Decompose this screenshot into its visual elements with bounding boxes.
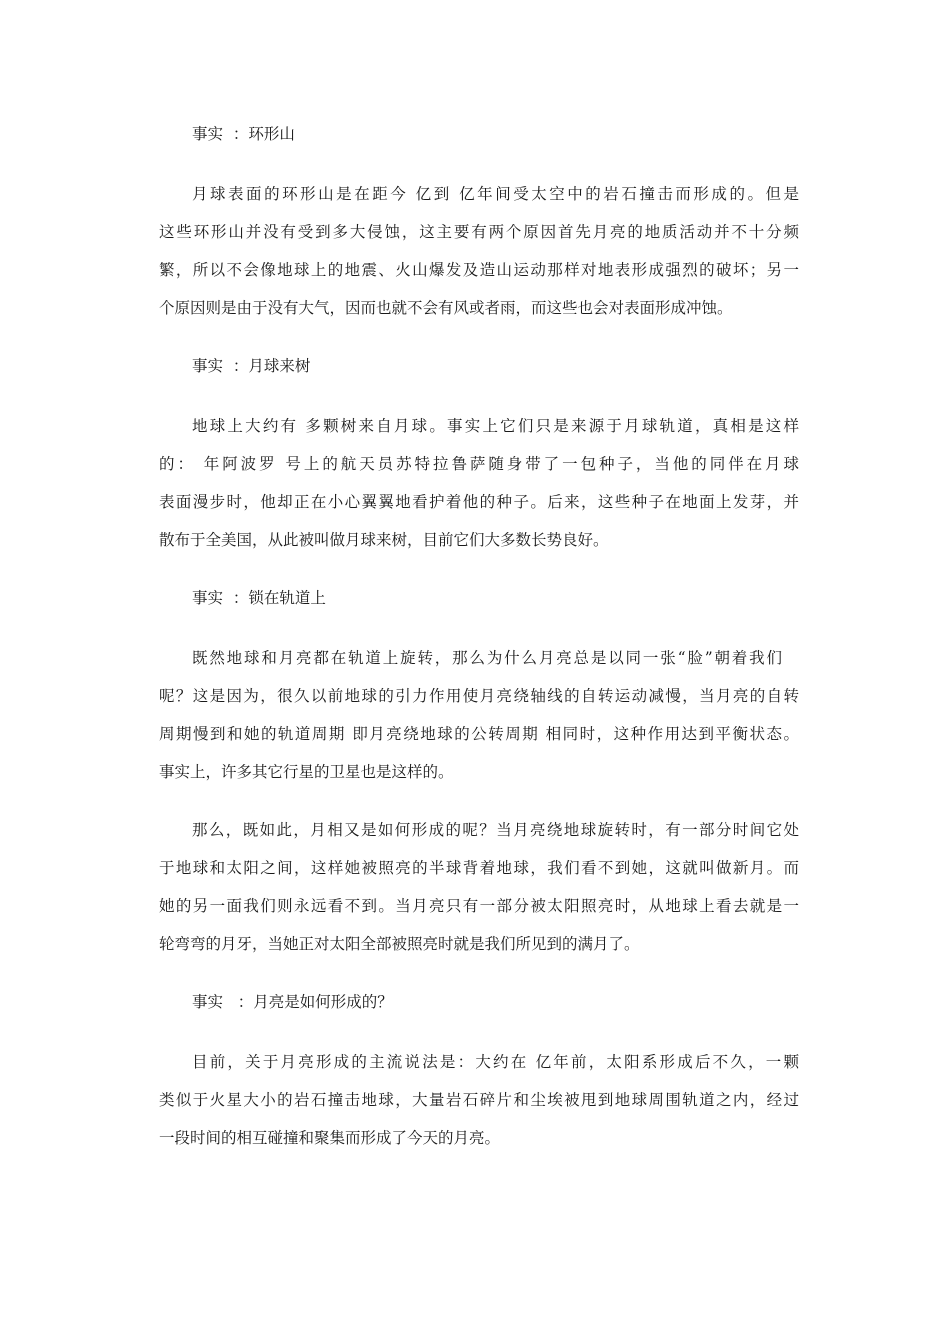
paragraph-line: 这些环形山并没有受到多大侵蚀，这主要有两个原因首先月亮的地质活动并不十分频 — [159, 223, 799, 241]
paragraph-line: 那么，既如此，月相又是如何形成的呢？当月亮绕地球旋转时，有一部分时间它处 — [192, 821, 799, 839]
paragraph-line: 目前，关于月亮形成的主流说法是：大约在 亿年前，太阳系形成后不久，一颗 — [192, 1053, 799, 1071]
paragraph-line: 月球表面的环形山是在距今 亿到 亿年间受太空中的岩石撞击而形成的。但是 — [192, 185, 799, 203]
paragraph-line: 繁，所以不会像地球上的地震、火山爆发及造山运动那样对地表形成强烈的破坏；另一 — [159, 261, 799, 279]
paragraph-line: 她的另一面我们则永远看不到。当月亮只有一部分被太阳照亮时，从地球上看去就是一 — [159, 897, 799, 915]
paragraph-line: 一段时间的相互碰撞和聚集而形成了今天的月亮。 — [159, 1129, 501, 1147]
paragraph-line: 于地球和太阳之间，这样她被照亮的半球背着地球，我们看不到她，这就叫做新月。而 — [159, 859, 799, 877]
paragraph-line: 类似于火星大小的岩石撞击地球，大量岩石碎片和尘埃被甩到地球周围轨道之内，经过 — [159, 1091, 799, 1109]
section-heading-moon-formation: 事实 ：月亮是如何形成的？ — [192, 993, 393, 1011]
paragraph-line: 的： 年阿波罗 号上的航天员苏特拉鲁萨随身带了一包种子，当他的同伴在月球 — [159, 455, 799, 473]
paragraph-line: 既然地球和月亮都在轨道上旋转，那么为什么月亮总是以同一张“脸”朝着我们 — [192, 649, 782, 667]
paragraph-line: 轮弯弯的月牙，当她正对太阳全部被照亮时就是我们所见到的满月了。 — [159, 935, 640, 953]
section-heading-crater: 事实 ：环形山 — [192, 125, 295, 143]
paragraph-line: 个原因则是由于没有大气，因而也就不会有风或者雨，而这些也会对表面形成冲蚀。 — [159, 299, 733, 317]
paragraph-line: 地球上大约有 多颗树来自月球。事实上它们只是来源于月球轨道，真相是这样 — [192, 417, 799, 435]
section-heading-tidal-lock: 事实 ：锁在轨道上 — [192, 589, 326, 607]
paragraph-line: 表面漫步时，他却正在小心翼翼地看护着他的种子。后来，这些种子在地面上发芽，并 — [159, 493, 799, 511]
paragraph-line: 散布于全美国，从此被叫做月球来树，目前它们大多数长势良好。 — [159, 531, 609, 549]
paragraph-line: 事实上，许多其它行星的卫星也是这样的。 — [159, 763, 454, 781]
paragraph-line: 周期慢到和她的轨道周期 即月亮绕地球的公转周期 相同时，这种作用达到平衡状态。 — [159, 725, 799, 743]
paragraph-line: 呢？这是因为，很久以前地球的引力作用使月亮绕轴线的自转运动减慢，当月亮的自转 — [159, 687, 799, 705]
section-heading-moon-trees: 事实 ：月球来树 — [192, 357, 311, 375]
